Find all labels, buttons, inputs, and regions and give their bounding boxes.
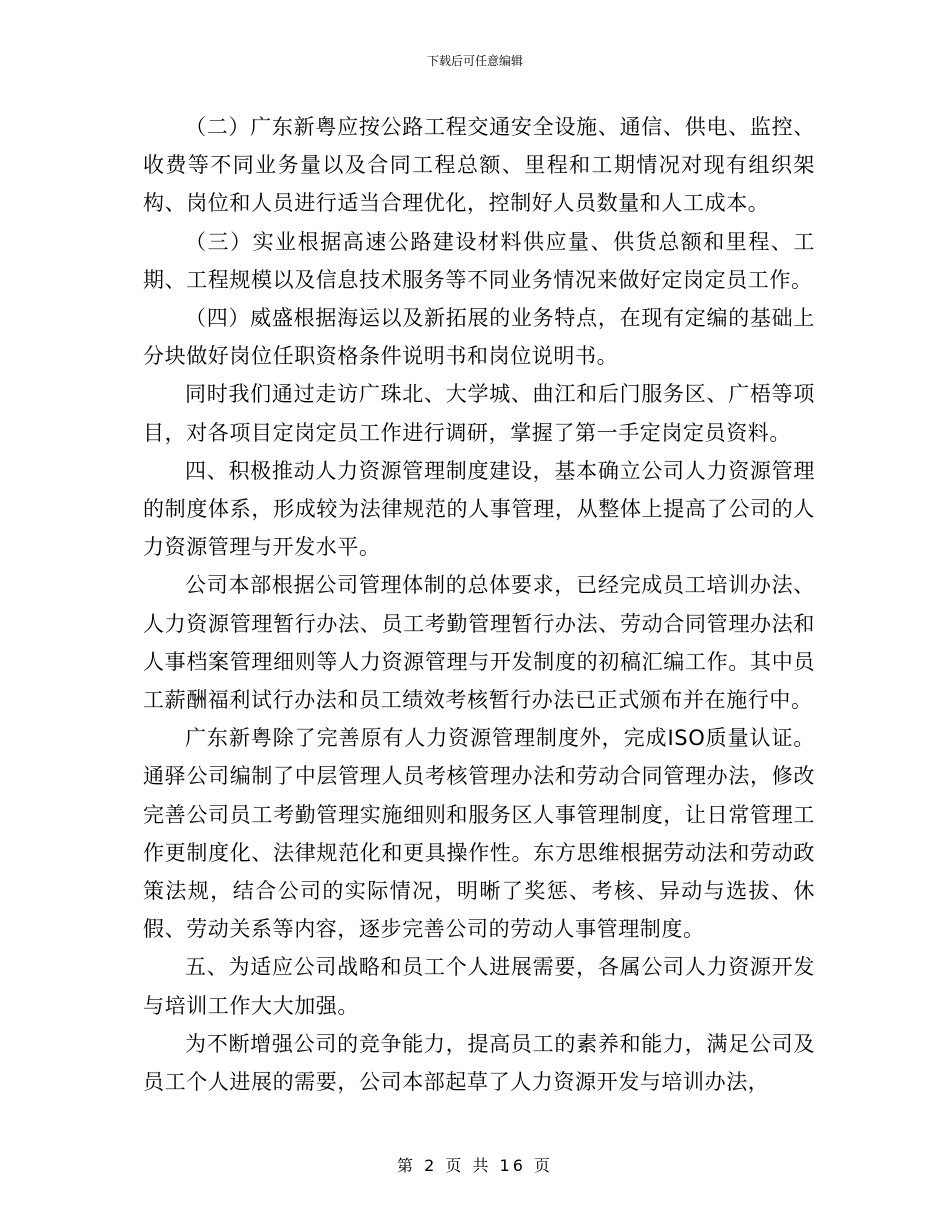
paragraph-training: 为不断增强公司的竞争能力，提高员工的素养和能力，满足公司及员工个人进展的需要，公司本部起草了人力资源开发与培训办法， [143,1031,815,1095]
paragraph-subsidiary-regulations: 广东新粤除了完善原有人力资源管理制度外，完成ISO质量认证。通驿公司编制了中层管理人员考核管理办法和劳动合同管理办法，修改完善公司员工考勤管理实施细则和服务区人事管理制度，让日常管理工作更制度化、法律规范化和更具操作性。东方思维根据劳动法和劳动政策法规，结合公司的实际情况，明晰了奖惩、考核、异动与选拔、休假、劳动关系等内容，逐步完善公司的劳动人事管理制度。 [143,726,815,942]
paragraph-heading-four: 四、积极推动人力资源管理制度建设，基本确立公司人力资源管理的制度体系，形成较为法律规范的人事管理，从整体上提高了公司的人力资源管理与开发水平。 [143,458,815,560]
paragraph-field-research: 同时我们通过走访广珠北、大学城、曲江和后门服务区、广梧等项目，对各项目定岗定员工作进行调研，掌握了第一手定岗定员资料。 [143,382,815,445]
paragraph-section-2: （二）广东新粤应按公路工程交通安全设施、通信、供电、监控、收费等不同业务量以及合同工程总额、里程和工期情况对现有组织架构、岗位和人员进行适当合理优化，控制好人员数量和人工成本。 [143,115,815,216]
paragraph-hq-regulations: 公司本部根据公司管理体制的总体要求，已经完成员工培训办法、人力资源管理暂行办法、员工考勤管理暂行办法、劳动合同管理办法和人事档案管理细则等人力资源管理与开发制度的初稿汇编工作。其中员工薪酬福利试行办法和员工绩效考核暂行办法已正式颁布并在施行中。 [143,573,815,713]
document-body [143,108,815,1101]
page-number-footer: 第 2 页 共 16 页 [397,1156,553,1175]
page-header-note: 下载后可任意编辑 [426,54,523,68]
paragraph-section-4: （四）威盛根据海运以及新拓展的业务特点，在现有定编的基础上分块做好岗位任职资格条件说明书和岗位说明书。 [143,306,815,369]
paragraph-heading-five: 五、为适应公司战略和员工个人进展需要，各属公司人力资源开发与培训工作大大加强。 [143,955,815,1018]
paragraph-section-3: （三）实业根据高速公路建设材料供应量、供货总额和里程、工期、工程规模以及信息技术服务等不同业务情况来做好定岗定员工作。 [143,229,815,292]
